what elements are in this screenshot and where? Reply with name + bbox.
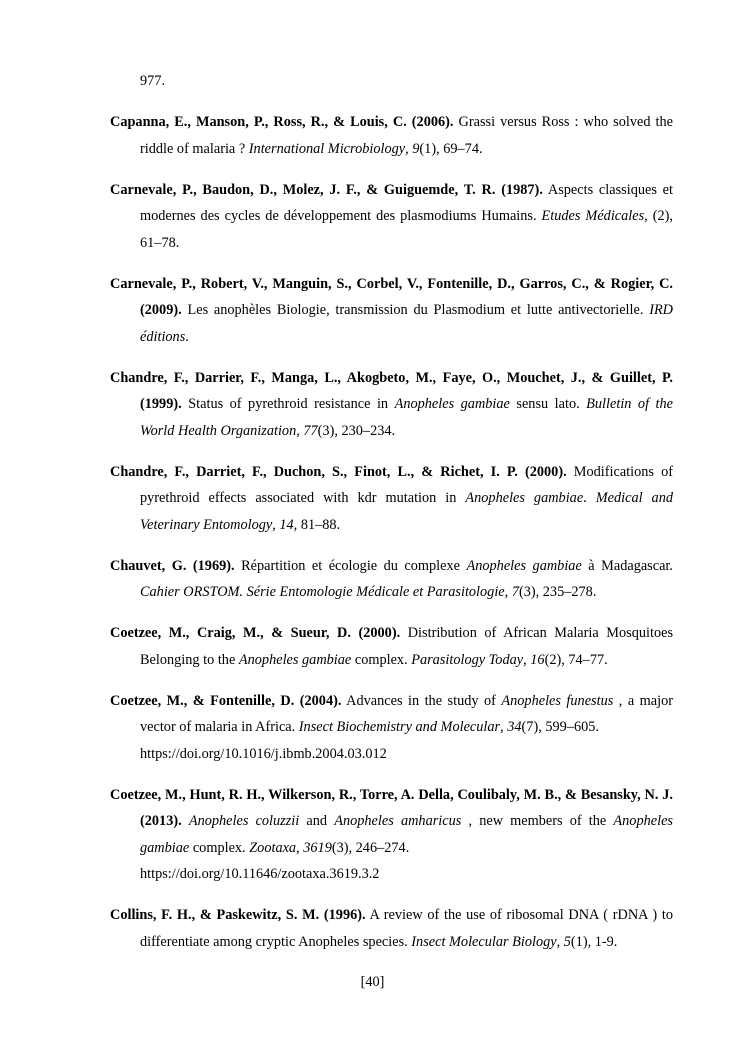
reference-volume: 7	[511, 584, 519, 600]
reference-title: Advances in the study of	[346, 692, 496, 709]
reference-species: Anopheles gambiae	[465, 490, 584, 506]
reference-journal: Medical and Veterinary Entomology	[140, 490, 673, 533]
reference-volume: 3619	[303, 839, 332, 856]
reference-title-end: , a major vector of malaria in Africa.	[140, 692, 674, 735]
reference-species: Anopheles amharicus	[334, 813, 462, 829]
reference-entry: Coetzee, M., Hunt, R. H., Wilkerson, R., Torre, A. Della, Coulibaly, M. B., & Besansky, N. J. (2013). Anopheles coluzzii and Anopheles amharicus , new members of the Anopheles gambiae complex. Zootaxa, 3619(3), 246–274. https://doi.org/10.11646/zootaxa.3619.3.2	[110, 782, 673, 888]
reference-title-end: , new members of the	[468, 813, 607, 829]
reference-entry: Collins, F. H., & Paskewitz, S. M. (1996). A review of the use of ribosomal DNA ( rDNA ) to differentiate among cryptic Anopheles species. Insect Molecular Biology, 5(1), 1-9.	[110, 907, 673, 950]
reference-journal: Etudes Médicales	[541, 208, 645, 224]
reference-entry: Coetzee, M., & Fontenille, D. (2004). Advances in the study of Anopheles funestus , a major vector of malaria in Africa. Insect Biochemistry and Molecular, 34(7), 599–605. https://doi.org/10.1016/j.ibmb.2004.03.012	[110, 688, 673, 768]
reference-authors: Carnevale, P., Robert, V., Manguin, S., Corbel, V., Fontenille, D., Garros, C., & Rogier, C. (2009).	[110, 275, 673, 318]
reference-list	[110, 109, 673, 970]
reference-authors: Coetzee, M., & Fontenille, D. (2004).	[110, 692, 342, 709]
reference-journal: Insect Biochemistry and Molecular	[298, 719, 501, 735]
reference-title: Grassi versus Ross : who solved the riddle of malaria ?	[140, 114, 673, 157]
reference-journal: IRD éditions	[140, 302, 674, 345]
reference-authors: Capanna, E., Manson, P., Ross, R., & Louis, C. (2006).	[110, 114, 454, 130]
reference-title: Status of pyrethroid resistance in	[188, 396, 389, 412]
continuation-text: 977.	[140, 73, 166, 89]
reference-title-end: complex.	[354, 651, 408, 668]
reference-species: Anopheles gambiae	[394, 396, 510, 412]
reference-species: Anopheles gambiae	[466, 557, 582, 574]
reference-entry: Chandre, F., Darriet, F., Duchon, S., Finot, L., & Richet, I. P. (2000). Modifications of pyrethroid effects associated with kdr mutation in Anopheles gambiae. Medical and Veterinary Entomology, 14, 81–88.	[110, 463, 674, 533]
reference-title: Aspects classiques et modernes des cycles de développement des plasmodiums Humains.	[140, 181, 673, 224]
reference-authors: Chauvet, G. (1969).	[110, 557, 235, 574]
page-number: [40]	[360, 974, 385, 990]
reference-title-end: sensu lato.	[516, 396, 580, 412]
reference-title: Distribution of African Malaria Mosquitoes Belonging to the	[140, 625, 674, 668]
reference-pages: (3), 235–278.	[518, 584, 597, 600]
reference-authors: Chandre, F., Darriet, F., Duchon, S., Finot, L., & Richet, I. P. (2000).	[110, 463, 567, 480]
reference-doi-link[interactable]: https://doi.org/10.11646/zootaxa.3619.3.2	[140, 866, 380, 882]
reference-species: Anopheles coluzzii	[188, 813, 300, 829]
reference-pages: (3), 230–234.	[317, 422, 396, 439]
reference-volume: 16	[530, 651, 545, 668]
reference-end: .	[185, 328, 189, 345]
reference-authors: Coetzee, M., Hunt, R. H., Wilkerson, R., Torre, A. Della, Coulibaly, M. B., & Besansky, N. J. (2013).	[110, 786, 673, 829]
reference-pages: (2), 61–78.	[140, 208, 673, 251]
reference-species: Anopheles gambiae	[140, 813, 673, 856]
reference-journal: International Microbiology	[248, 140, 406, 157]
reference-title-end: à Madagascar.	[588, 557, 673, 574]
reference-entry: Carnevale, P., Baudon, D., Molez, J. F., & Guiguemde, T. R. (1987). Aspects classiques et modernes des cycles de développement des plasmodiums Humains. Etudes Médicales, (2), 61–78.	[110, 181, 673, 251]
reference-volume: 77	[303, 422, 318, 439]
reference-pages: (7), 599–605.	[521, 719, 599, 735]
reference-entry: Chauvet, G. (1969). Répartition et écologie du complexe Anopheles gambiae à Madagascar. Cahier ORSTOM. Série Entomologie Médicale et Parasitologie, 7(3), 235–278.	[110, 557, 673, 600]
reference-volume: 9	[412, 140, 420, 157]
reference-title: and	[306, 813, 328, 829]
reference-title-end: complex.	[192, 839, 246, 856]
reference-volume: 5	[563, 933, 571, 950]
reference-pages: , 81–88.	[293, 516, 341, 533]
reference-title: A review of the use of ribosomal DNA ( rDNA ) to differentiate among cryptic Anopheles species.	[140, 907, 673, 950]
reference-authors: Coetzee, M., Craig, M., & Sueur, D. (2000).	[110, 625, 401, 641]
reference-title: Répartition et écologie du complexe	[241, 557, 460, 574]
reference-title: Les anophèles Biologie, transmission du Plasmodium et lutte antivectorielle.	[187, 302, 644, 318]
reference-title: Modifications of pyrethroid effects associated with kdr mutation in	[140, 463, 674, 506]
reference-entry: Chandre, F., Darrier, F., Manga, L., Akogbeto, M., Faye, O., Mouchet, J., & Guillet, P. (1999). Status of pyrethroid resistance in Anopheles gambiae sensu lato. Bulletin of the World Health Organization, 77(3), 230–234.	[110, 369, 674, 439]
reference-authors: Collins, F. H., & Paskewitz, S. M. (1996).	[110, 907, 366, 923]
reference-journal: Parasitology Today	[411, 651, 524, 668]
reference-journal: Bulletin of the World Health Organization	[140, 396, 674, 439]
reference-entry: Capanna, E., Manson, P., Ross, R., & Louis, C. (2006). Grassi versus Ross : who solved the riddle of malaria ? International Microbiology, 9(1), 69–74.	[110, 114, 673, 157]
reference-volume: 34	[507, 719, 522, 735]
reference-entry	[110, 271, 673, 351]
reference-species: Anopheles funestus	[501, 692, 614, 709]
reference-journal: Cahier ORSTOM. Série Entomologie Médicale et Parasitologie	[140, 584, 505, 600]
reference-pages: (3), 246–274.	[331, 839, 410, 856]
reference-pages: (2), 74–77.	[544, 651, 608, 668]
reference-authors: Carnevale, P., Baudon, D., Molez, J. F., & Guiguemde, T. R. (1987).	[110, 181, 543, 198]
reference-authors: Chandre, F., Darrier, F., Manga, L., Akogbeto, M., Faye, O., Mouchet, J., & Guillet, P. (1999).	[110, 369, 673, 412]
reference-pages: (1), 69–74.	[419, 140, 483, 157]
reference-pages: (1), 1-9.	[570, 933, 618, 950]
reference-doi-link[interactable]: https://doi.org/10.1016/j.ibmb.2004.03.012	[140, 745, 387, 762]
reference-entry: Coetzee, M., Craig, M., & Sueur, D. (2000). Distribution of African Malaria Mosquitoes Belonging to the Anopheles gambiae complex. Parasitology Today, 16(2), 74–77.	[110, 625, 674, 668]
reference-species: Anopheles gambiae	[238, 651, 352, 668]
reference-volume: 14	[279, 516, 294, 533]
reference-journal: Zootaxa	[249, 839, 297, 856]
reference-journal: Insect Molecular Biology	[411, 933, 557, 950]
